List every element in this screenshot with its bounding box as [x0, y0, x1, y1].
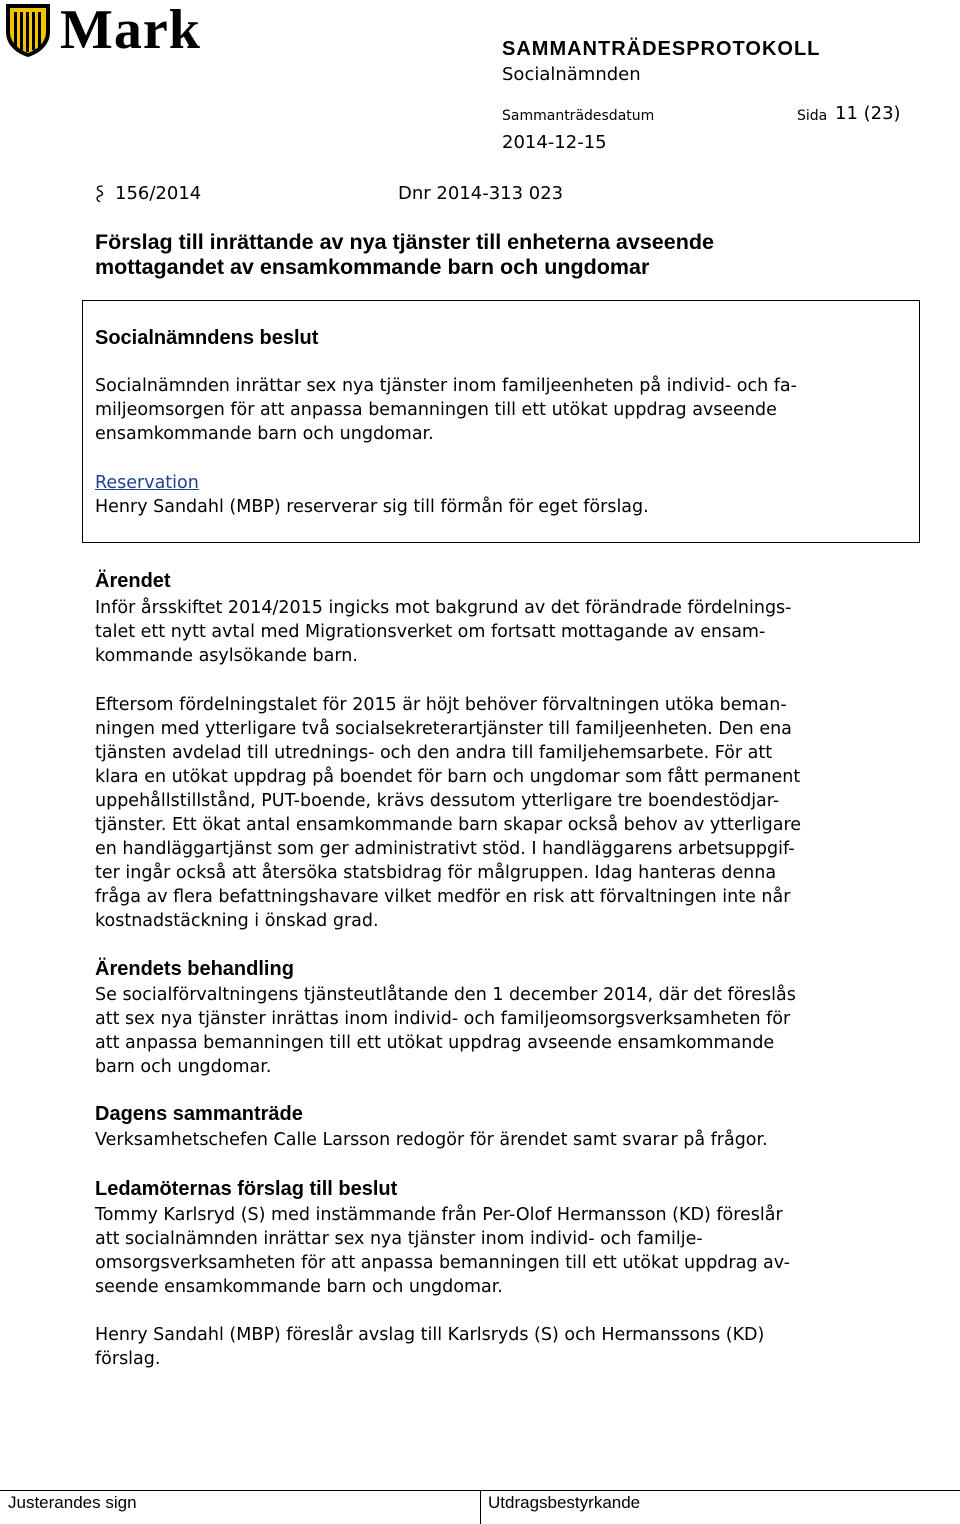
text-line: talet ett nytt avtal med Migrationsverket om fortsatt mottagande av ensam- [95, 622, 766, 642]
text-line: omsorgsverksamheten för att anpassa bemanningen till ett utökat uppdrag av- [95, 1253, 790, 1273]
text-line: seende ensamkommande barn och ungdomar. [95, 1277, 503, 1297]
logo-wordmark: Mark [60, 0, 201, 61]
text-line: tjänsten avdelad till utrednings- och den andra till familjehemsarbete. För att [95, 743, 773, 763]
footer-column-divider [480, 1490, 481, 1524]
text-line: ningen med ytterligare två socialsekreterartjänster till familjeenheten. Den ena [95, 719, 792, 739]
text-line: barn och ungdomar. [95, 1057, 272, 1077]
text-line: Verksamhetschefen Calle Larsson redogör för ärendet samt svarar på frågor. [95, 1130, 768, 1150]
reservation-label: Reservation [95, 473, 199, 493]
document-type: SAMMANTRÄDESPROTOKOLL [502, 38, 821, 60]
text-line: att sex nya tjänster inrättas inom individ- och familjeomsorgsverksamheten för [95, 1009, 791, 1029]
text-line: miljeomsorgen för att anpassa bemanningen till ett utökat uppdrag avseende [95, 400, 777, 420]
section-heading-ledamoter: Ledamöternas förslag till beslut [95, 1178, 398, 1200]
arendet-paragraph-2 [95, 693, 900, 933]
reservation-text: Henry Sandahl (MBP) reserverar sig till förmån för eget förslag. [95, 497, 649, 517]
text-line: Eftersom fördelningstalet för 2015 är höjt behöver förvaltningen utöka beman- [95, 695, 787, 715]
page-label: Sida [797, 108, 828, 124]
text-line: att anpassa bemanningen till ett utökat uppdrag avseende ensamkommande [95, 1033, 775, 1053]
text-line: Henry Sandahl (MBP) föreslår avslag till Karlsryds (S) och Hermanssons (KD) [95, 1325, 765, 1345]
text-line: en handläggartjänst som ger administrativt stöd. I handläggarens arbetsuppgif- [95, 839, 795, 859]
section-heading-arendet: Ärendet [95, 570, 171, 592]
meeting-date-label: Sammanträdesdatum [502, 108, 655, 124]
text-line: kommande asylsökande barn. [95, 646, 358, 666]
paragraph-mark-icon [94, 182, 106, 206]
text-line: Se socialförvaltningens tjänsteutlåtande den 1 december 2014, där det föreslås [95, 985, 796, 1005]
text-line: ensamkommande barn och ungdomar. [95, 424, 434, 444]
ledamoter-paragraph-1 [95, 1203, 900, 1299]
ledamoter-paragraph-2 [95, 1323, 900, 1371]
section-heading-behandling: Ärendets behandling [95, 958, 294, 980]
decision-text [95, 374, 900, 446]
arendet-paragraph-1 [95, 596, 900, 668]
text-line: uppehållstillstånd, PUT-boende, krävs dessutom ytterligare tre boendestödjar- [95, 791, 780, 811]
text-line: tjänster. Ett ökat antal ensamkommande barn skapar också behov av ytterligare [95, 815, 802, 835]
footer-certification-label: Utdragsbestyrkande [488, 1493, 641, 1512]
registration-number: Dnr 2014-313 023 [398, 183, 564, 204]
page-number: 11 (23) [835, 103, 901, 124]
text-line: kostnadstäckning i önskad grad. [95, 911, 379, 931]
dagens-paragraph [95, 1128, 900, 1152]
text-line: Inför årsskiftet 2014/2015 ingicks mot bakgrund av det förändrade fördelnings- [95, 598, 792, 618]
text-line: fråga av flera befattningshavare vilket medför en risk att förvaltningen inte når [95, 887, 791, 907]
section-heading-dagens: Dagens sammanträde [95, 1103, 303, 1125]
text-line: ter ingår också att återsöka statsbidrag för målgruppen. Idag hanteras denna [95, 863, 777, 883]
case-title-line: mottagandet av ensamkommande barn och ungdomar [95, 255, 650, 279]
text-line: att socialnämnden inrättar sex nya tjänster inom individ- och familje- [95, 1229, 703, 1249]
behandling-paragraph [95, 983, 900, 1079]
text-line: Socialnämnden inrättar sex nya tjänster inom familjeenheten på individ- och fa- [95, 376, 797, 396]
text-line: klara en utökat uppdrag på boendet för barn och ungdomar som fått permanent [95, 767, 801, 787]
meeting-date: 2014-12-15 [502, 132, 607, 153]
decision-heading: Socialnämndens beslut [95, 327, 319, 349]
municipality-logo [4, 0, 201, 61]
case-title-line: Förslag till inrättande av nya tjänster till enheterna avseende [95, 230, 714, 254]
footer-signature-label: Justerandes sign [8, 1493, 137, 1512]
coat-of-arms-icon [4, 2, 52, 58]
case-title [95, 230, 895, 280]
organization-name: Socialnämnden [502, 64, 641, 85]
text-line: förslag. [95, 1349, 161, 1369]
case-number: 156/2014 [115, 183, 202, 204]
text-line: Tommy Karlsryd (S) med instämmande från Per-Olof Hermansson (KD) föreslår [95, 1205, 783, 1225]
